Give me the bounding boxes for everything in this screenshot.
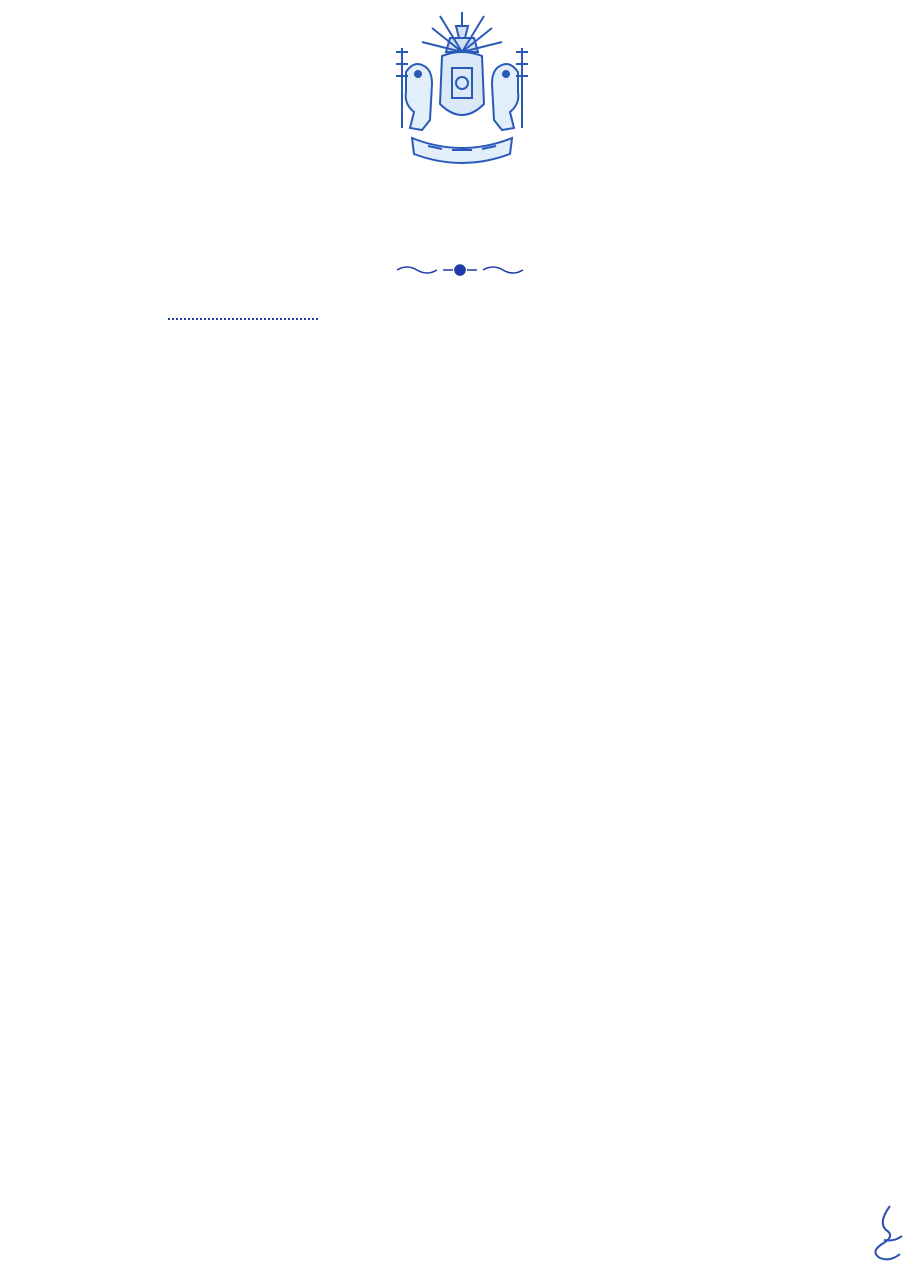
body-paragraph (96, 525, 866, 795)
handwritten-signature-icon (860, 1200, 910, 1270)
kingdom-title (250, 180, 670, 220)
title-line (80, 435, 840, 465)
salutation-line (96, 485, 856, 515)
royal-coat-of-arms-icon (392, 8, 532, 178)
title-line (80, 405, 840, 435)
reference-number (72, 292, 392, 328)
body-paragraph (96, 815, 866, 1175)
decorative-divider-icon (395, 260, 525, 280)
national-motto (260, 220, 660, 254)
page-number (400, 1212, 515, 1240)
reference-label (72, 292, 168, 328)
reference-value (178, 292, 328, 328)
title-line (80, 375, 840, 405)
government-heading (72, 250, 332, 286)
letter-title-block (80, 345, 840, 465)
title-line (80, 345, 840, 375)
